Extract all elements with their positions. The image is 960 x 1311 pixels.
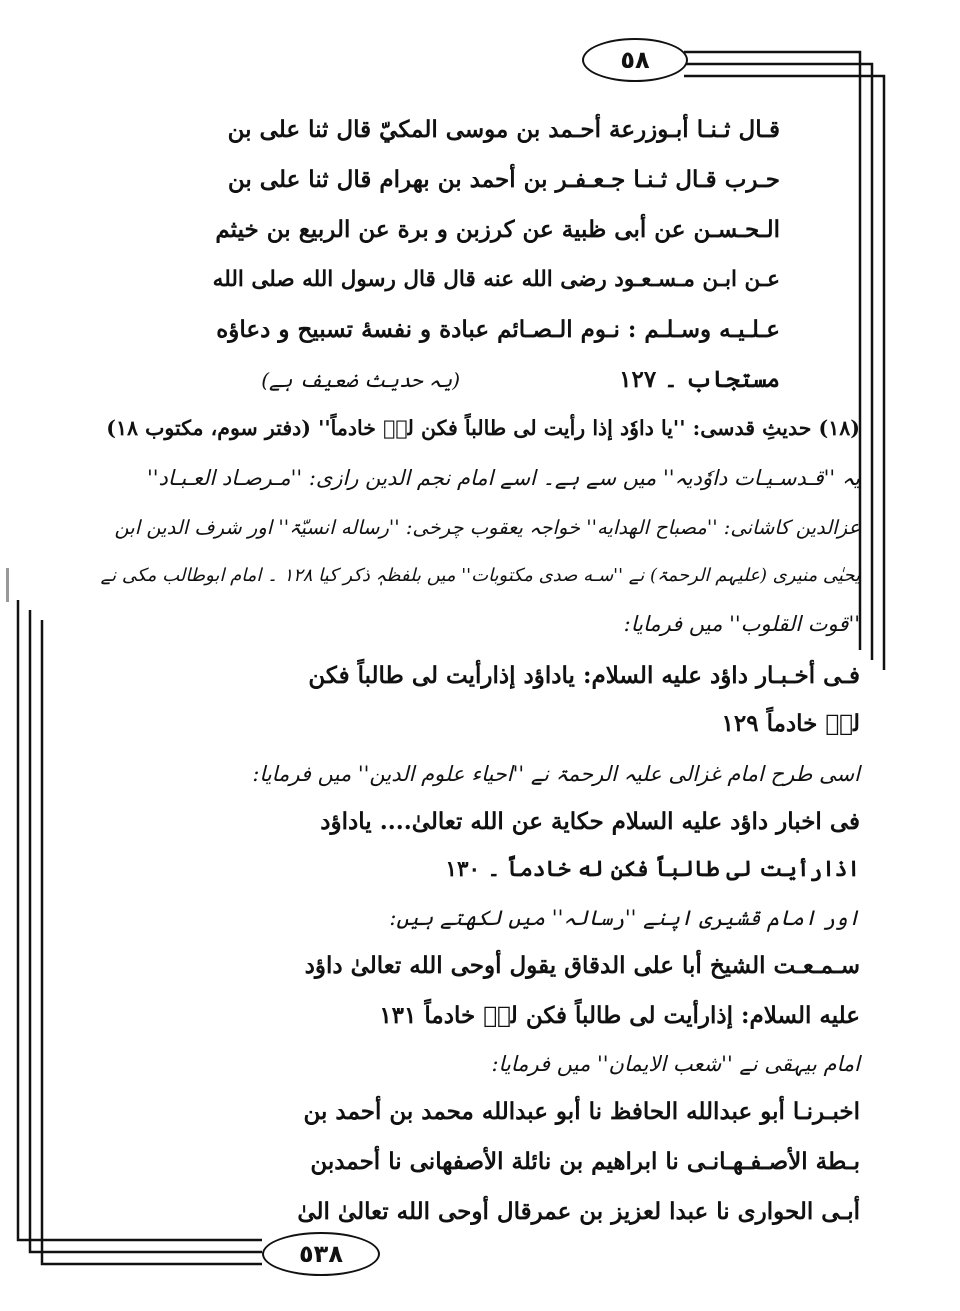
scan-mark: [6, 568, 9, 602]
arabic-line: مستجاب ۔ ۱۲۷: [619, 366, 780, 393]
urdu-line: یہ ''قـدسـیـات داوٗدیہ'' میں سے ہے۔ اسے امام نجم الدین رازی: ''مـرصـاد العـبـاد'': [146, 466, 860, 490]
arabic-line: عـلـيـه وسـلـم : نـوم الـصـائم عبادة و نفسهٔ تسبيح و دعاؤه: [216, 316, 780, 343]
arabic-line: قـال ثـنـا أبـوزرعة أحـمد بن موسى المكيّ قال ثنا على بن: [227, 116, 780, 143]
urdu-line: یحیٰی منیری (علیہم الرحمۃ) نے ''سـه صدی مکتوبات'' میں بلفظہٖ ذکر کیا ۱۲۸ ۔ امام ابوطالب مکی نے: [100, 565, 860, 586]
arabic-line: الـحـسـن عن أبى ظبية عن كرزبن و برة عن الربيع بن خيثم: [215, 216, 780, 243]
section-heading: (۱۸) حدیثِ قدسی: ''یا داوٗد إذا رأیت لی طالباً فکن لہٗ خادماً'' (دفتر سوم، مکتوب ۱۸): [106, 416, 860, 440]
page-number-top: ٥٨: [582, 38, 688, 82]
arabic-line: حـرب قـال ثـنـا جـعـفـر بن أحمد بن بهرام قال ثنا على بن: [227, 166, 780, 193]
urdu-line: اور امام قشیری اپنے ''رسالہ'' میں لکھتے ہیں:: [389, 906, 860, 930]
page-number-bottom: ٥٣٨: [262, 1232, 380, 1276]
arabic-line: أبـی الحواری نا عبدا لعزیز بن عمرقال أوحی الله تعالیٰ الیٰ: [297, 1198, 860, 1225]
arabic-line: لہٗ خادماً ۱۲۹: [721, 710, 860, 737]
arabic-line: علیه السلام: إذارأیت لی طالباً فکن لہٗ خادماً ۱۳۱: [379, 1002, 860, 1029]
arabic-line: فـی أخـبـار داؤد علیه السلام: یاداؤد إذارأیت لی طالباً فکن: [308, 662, 860, 689]
urdu-line: اسی طرح امام غزالی علیہ الرحمۃ نے ''احیاء علوم الدین'' میں فرمایا:: [252, 762, 860, 786]
arabic-line: عـن ابـن مـسـعـود رضى الله عنه قال قال رسول الله صلى الله: [212, 267, 780, 292]
arabic-line: سـمـعـت الشیخ أبا علی الدقاق یقول أوحی الله تعالیٰ داؤد: [304, 952, 860, 979]
arabic-line: اذارأیت لی طالباً فکن له خادماً ۔ ۱۳۰: [445, 857, 860, 882]
urdu-line: امام بیہقی نے ''شعب الایمان'' میں فرمایا:: [491, 1052, 860, 1076]
grading-note: (یہ حدیث ضعیف ہے): [261, 368, 460, 392]
arabic-line: فی اخبار داؤد علیه السلام حکایة عن الله تعالیٰ.... یاداؤد: [320, 808, 860, 835]
arabic-line: اخبـرنـا أبو عبدالله الحافظ نا أبو عبدالله محمد بن أحمد بن: [303, 1098, 860, 1125]
arabic-line: بـطة الأصـفـهـانـی نا ابراهیم بن نائلة الأصفهانی نا أحمدبن: [310, 1148, 860, 1175]
urdu-line: ''قوت القلوب'' میں فرمایا:: [623, 612, 860, 636]
urdu-line: عزالدین کاشانی: ''مصباح الهدایه'' خواجہ یعقوب چرخی: ''رساله انسیّۃ'' اور شرف الدین ابن: [114, 516, 860, 539]
